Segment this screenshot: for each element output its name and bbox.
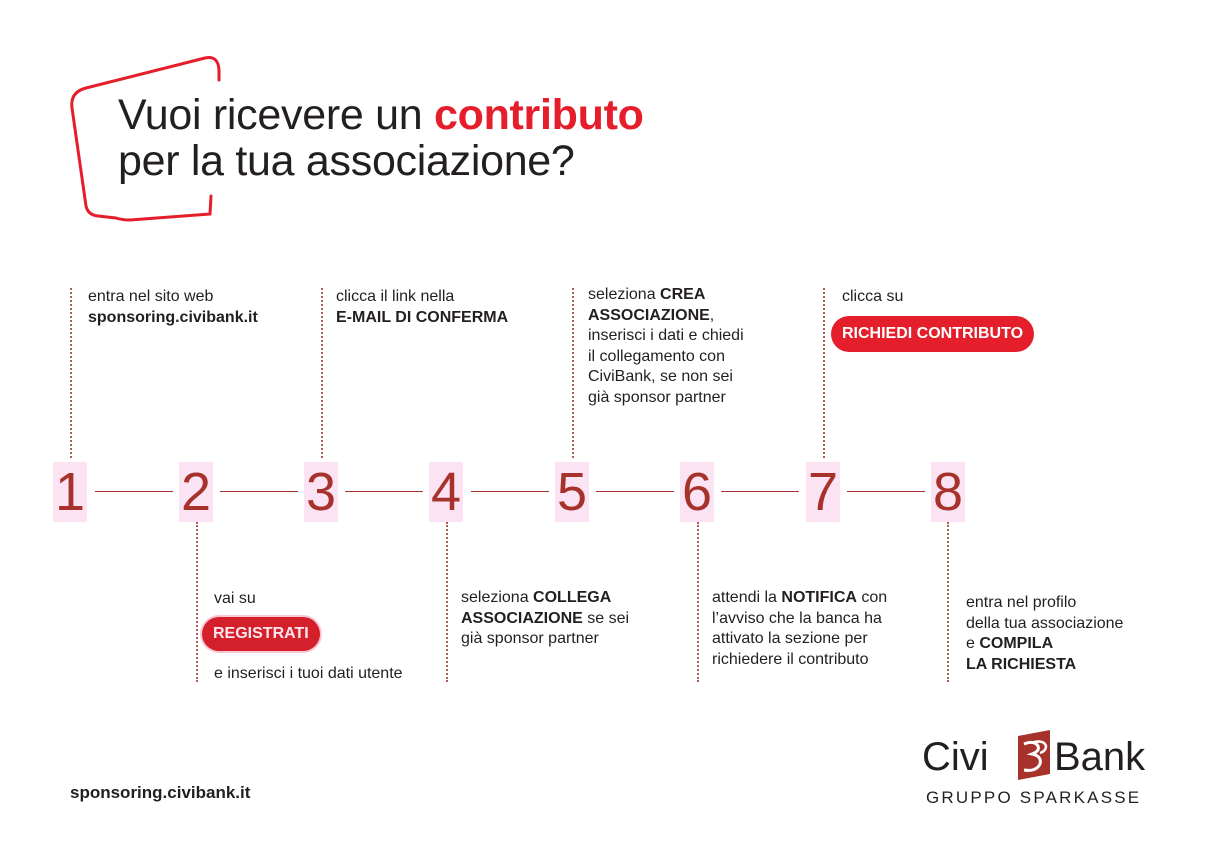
- timeline-segment: [220, 491, 298, 492]
- civibank-logo: [922, 726, 1152, 816]
- step-7-text: clicca su: [842, 288, 904, 305]
- timeline-segment: [345, 491, 423, 492]
- step-number-1: 1: [54, 462, 86, 522]
- connector-step-7: [823, 288, 825, 458]
- page-title: [118, 92, 644, 184]
- title-line1-prefix: Vuoi ricevere un: [118, 91, 434, 139]
- richiedi-contributo-button[interactable]: RICHIEDI CONTRIBUTO: [831, 316, 1034, 352]
- site-link[interactable]: sponsoring.civibank.it: [88, 308, 258, 326]
- connector-step-3: [321, 288, 323, 458]
- title-highlight: contributo: [433, 91, 644, 139]
- step-number-4: 4: [430, 462, 462, 522]
- logo-civi: Civi: [922, 735, 989, 779]
- connector-step-8: [947, 522, 949, 682]
- logo-bank: Bank: [1054, 735, 1146, 779]
- logo-group: GRUPPO SPARKASSE: [926, 788, 1142, 807]
- connector-step-2: [196, 522, 198, 682]
- step-5-text: seleziona CREA ASSOCIAZIONE, inserisci i dati e chiedi il collegamento con CiviBank, se non sei già sponsor partner: [588, 286, 744, 406]
- step-number-6: 6: [681, 462, 713, 522]
- step-1-text: entra nel sito web sponsoring.civibank.it: [88, 288, 258, 326]
- connector-step-1: [70, 288, 72, 458]
- step-number-8: 8: [932, 462, 964, 522]
- timeline-segment: [847, 491, 925, 492]
- timeline-segment: [721, 491, 799, 492]
- step-2-text-after: e inserisci i tuoi dati utente: [214, 665, 403, 682]
- step-2-text: vai su: [214, 590, 256, 607]
- timeline-segment: [95, 491, 173, 492]
- step-3-text: clicca il link nella E-MAIL DI CONFERMA: [336, 288, 509, 326]
- step-number-5: 5: [556, 462, 588, 522]
- step-number-3: 3: [305, 462, 337, 522]
- step-6-text: attendi la NOTIFICA con l’avviso che la banca ha attivato la sezione per richiedere il contributo: [712, 589, 888, 668]
- connector-step-4: [446, 522, 448, 682]
- connector-step-5: [572, 288, 574, 458]
- step-number-7: 7: [807, 462, 839, 522]
- step-number-2: 2: [180, 462, 212, 522]
- step-8-text: entra nel profilo della tua associazione e COMPILA LA RICHIESTA: [966, 594, 1124, 673]
- timeline-segment: [596, 491, 674, 492]
- logo-mark-icon: [1016, 730, 1052, 780]
- connector-step-6: [697, 522, 699, 682]
- title-line2: per la tua associazione?: [118, 137, 575, 185]
- timeline-segment: [471, 491, 549, 492]
- footer-url[interactable]: sponsoring.civibank.it: [70, 783, 251, 802]
- step-4-text: seleziona COLLEGA ASSOCIAZIONE se sei già sponsor partner: [461, 589, 630, 647]
- registrati-button[interactable]: REGISTRATI: [202, 617, 320, 651]
